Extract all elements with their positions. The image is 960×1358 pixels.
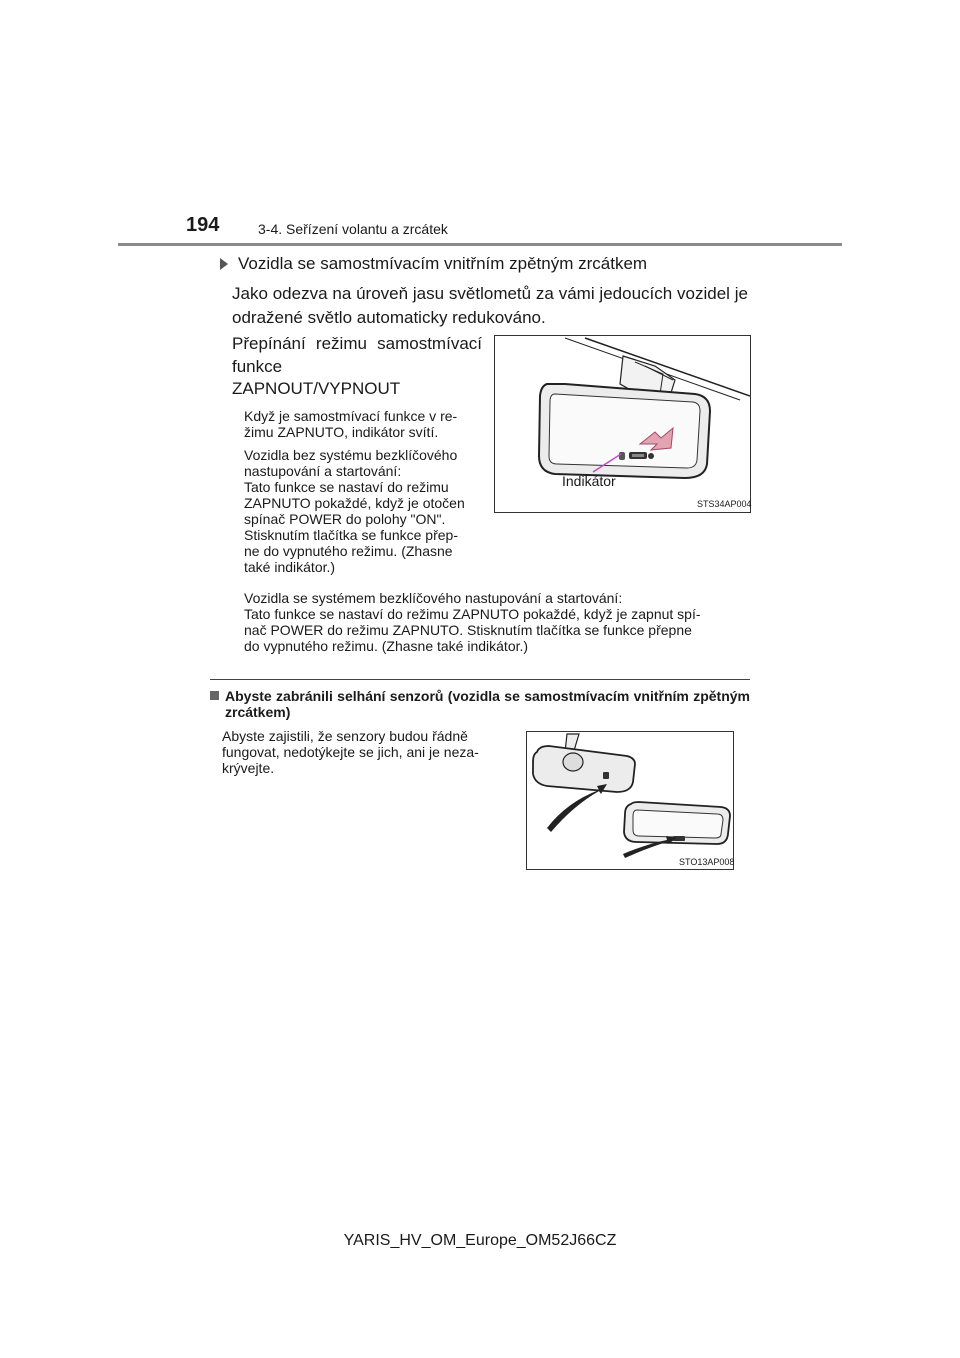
vehicles-bullet: [220, 254, 647, 274]
mirror-indicator-figure: [494, 335, 751, 513]
section-title: 3-4. Seřízení volantu a zrcátek: [258, 221, 448, 237]
note-without-keyless: [244, 447, 486, 575]
note-line: Tato funkce se nastaví do režimu ZAPNUTO pokaždé, když je zapnut spí-: [244, 606, 701, 622]
note-line: žimu ZAPNUTO, indikátor svítí.: [244, 424, 439, 440]
section-divider: [210, 679, 750, 680]
figure-code: STS34AP004: [697, 499, 752, 509]
note-line: Vozidla se systémem bezklíčového nastupování a startování:: [244, 590, 623, 606]
note-line: ZAPNUTO pokaždé, když je otočen: [244, 495, 465, 511]
sensor-heading: [210, 688, 750, 720]
note-line: spínač POWER do polohy "ON".: [244, 511, 446, 527]
note-line: také indikátor.): [244, 559, 336, 575]
sensor-heading-text: Abyste zabránili selhání senzorů (vozidla se samostmívacím vnitřním zpětným zrcátkem): [225, 688, 750, 720]
page-number: 194: [186, 214, 220, 236]
mirror-illustration: [495, 336, 750, 512]
indicator-callout-label: Indikátor: [562, 473, 616, 489]
sensor-text-line: krývejte.: [222, 760, 275, 776]
note-line: do vypnutého režimu. (Zhasne také indikátor.): [244, 638, 529, 654]
header-rule: [118, 243, 842, 246]
note-line: Tato funkce se nastaví do režimu: [244, 479, 449, 495]
note-line: ne do vypnutého režimu. (Zhasne: [244, 543, 453, 559]
note-line: nač POWER do režimu ZAPNUTO. Stisknutím tlačítka se funkce přepne: [244, 622, 692, 638]
sensor-text-line: Abyste zajistili, že senzory budou řádně: [222, 728, 468, 744]
sensor-location-figure: [526, 731, 734, 870]
figure-code: STO13AP008: [679, 857, 735, 867]
sensor-illustration: [527, 732, 733, 869]
square-bullet-icon: [210, 691, 219, 700]
switch-heading-mode: ZAPNOUT/VYPNOUT: [232, 379, 401, 398]
note-line: nastupování a startování:: [244, 463, 402, 479]
sensor-text: [222, 728, 506, 776]
note-with-keyless: [244, 590, 749, 654]
footer-document-code: YARIS_HV_OM_Europe_OM52J66CZ: [343, 1232, 617, 1249]
note-line: Když je samostmívací funkce v re-: [244, 408, 458, 424]
switch-heading: Přepínání režimu samostmívací funkce: [232, 334, 482, 376]
note-on-state: [244, 408, 486, 440]
note-line: Vozidla bez systému bezklíčového: [244, 447, 458, 463]
vehicles-line: Vozidla se samostmívacím vnitřním zpětným zrcátkem: [238, 254, 648, 273]
note-line: Stisknutím tlačítka se funkce přep-: [244, 527, 458, 543]
intro-paragraph: Jako odezva na úroveň jasu světlometů za vámi jedoucích vozidel je odražené světlo automaticky redukováno.: [232, 284, 748, 327]
sensor-text-line: fungovat, nedotýkejte se jich, ani je neza-: [222, 744, 479, 760]
triangle-bullet-icon: [220, 258, 228, 270]
